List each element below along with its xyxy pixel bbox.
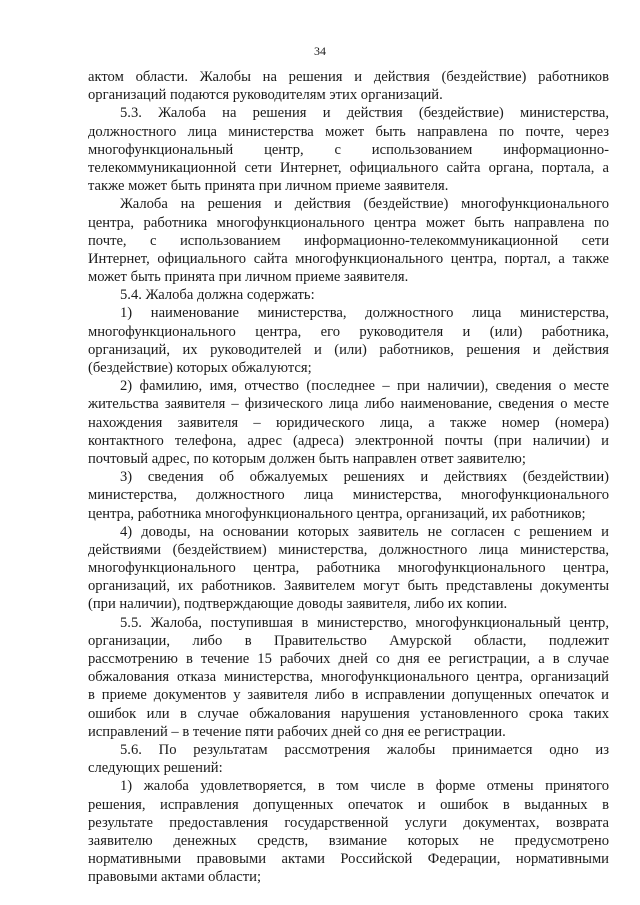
text-line: жительства заявителя – физического лица либо наименование, сведения о месте xyxy=(88,396,609,413)
text-line: министерства, должностного лица министерства, многофункционального xyxy=(88,487,609,504)
text-line: в приеме документов у заявителя либо в исправлении допущенных опечаток и xyxy=(88,687,609,704)
text-line: 1) наименование министерства, должностного лица министерства, xyxy=(120,305,609,322)
text-line: правовыми актами области; xyxy=(88,869,262,886)
text-line: 5.5. Жалоба, поступившая в министерство, многофункциональный центр, xyxy=(120,614,609,631)
text-line: 3) сведения об обжалуемых решениях и действиях (бездействии) xyxy=(120,469,609,486)
text-line: может быть принята при личном приеме заявителя. xyxy=(88,269,409,286)
text-line: следующих решений: xyxy=(88,760,223,777)
text-line: также может быть принята при личном приеме заявителя. xyxy=(88,178,449,195)
text-line: организации, либо в Правительство Амурской области, подлежит xyxy=(88,632,609,649)
text-line: многофункционального центра, его руководителя и (или) работника, xyxy=(88,323,609,340)
text-line: центра, работника многофункционального центра, организаций, их работников; xyxy=(88,505,586,522)
text-line: (при наличии), подтверждающие доводы заявителя, либо их копии. xyxy=(88,596,508,613)
text-line: почте, с использованием информационно-телекоммуникационной сети xyxy=(88,232,609,249)
page-number: 34 xyxy=(314,44,326,58)
text-line: решения, исправления допущенных опечаток и ошибок в выданных в xyxy=(88,796,609,813)
text-line: рассмотрению в течение 15 рабочих дней со дня ее регистрации, а в случае xyxy=(88,651,609,667)
text-line: организаций подаются руководителям этих организаций. xyxy=(88,87,443,104)
text-line: 4) доводы, на основании которых заявитель не согласен с решением и xyxy=(120,523,609,540)
text-line: действиями (бездействием) министерства, должностного лица министерства, xyxy=(88,541,609,558)
text-line: организаций, их руководителей и (или) работников, решения и действия xyxy=(88,341,609,358)
text-line: ошибок или в случае обжалования нарушения установленного срока таких xyxy=(88,705,609,722)
text-line: исправлений – в течение пяти рабочих дней со дня ее регистрации. xyxy=(88,723,506,740)
text-line: Жалоба на решения и действия (бездействие) многофункционального xyxy=(120,196,609,213)
text-line: результате предоставления государственной услуги документах, возврата xyxy=(88,814,609,831)
text-line: многофункционального центра, работника многофункционального центра, xyxy=(88,560,609,577)
document-body xyxy=(88,68,609,886)
text-line: заявителю денежных средств, взимание которых не предусмотрено xyxy=(88,832,609,849)
text-line: почтовый адрес, по которым должен быть направлен ответ заявителю; xyxy=(88,450,526,467)
text-line: 5.3. Жалоба на решения и действия (бездействие) министерства, xyxy=(120,105,609,122)
text-line: 1) жалоба удовлетворяется, в том числе в форме отмены принятого xyxy=(120,778,609,795)
text-line: 5.6. По результатам рассмотрения жалобы принимается одно из xyxy=(120,741,609,758)
text-line: центра, работника многофункционального центра может быть направлена по xyxy=(88,214,609,231)
text-line: Интернет, официального сайта многофункционального центра, портал, а также xyxy=(88,250,609,267)
text-line: многофункциональный центр, с использованием информационно- xyxy=(88,141,609,158)
text-line: 2) фамилию, имя, отчество (последнее – при наличии), сведения о месте xyxy=(120,378,609,395)
text-line: нормативными правовыми актами Российской Федерации, нормативными xyxy=(88,851,609,868)
text-line: телекоммуникационной сети Интернет, официального сайта органа, портала, а xyxy=(88,159,609,176)
text-line: нахождения заявителя – юридического лица, а также номер (номера) xyxy=(88,414,609,431)
text-line: 5.4. Жалоба должна содержать: xyxy=(120,287,315,304)
text-line: организаций, их работников. Заявителем могут быть представлены документы xyxy=(88,578,609,595)
text-line: актом области. Жалобы на решения и действия (бездействие) работников xyxy=(88,69,609,85)
text-line: обжалования отказа министерства, многофункционального центра, организаций xyxy=(88,669,609,686)
text-line: контактного телефона, адрес (адреса) электронной почты (при наличии) и xyxy=(88,432,609,449)
text-line: должностного лица министерства может быть направлена по почте, через xyxy=(88,123,609,140)
text-line: (бездействие) которых обжалуются; xyxy=(88,360,312,376)
